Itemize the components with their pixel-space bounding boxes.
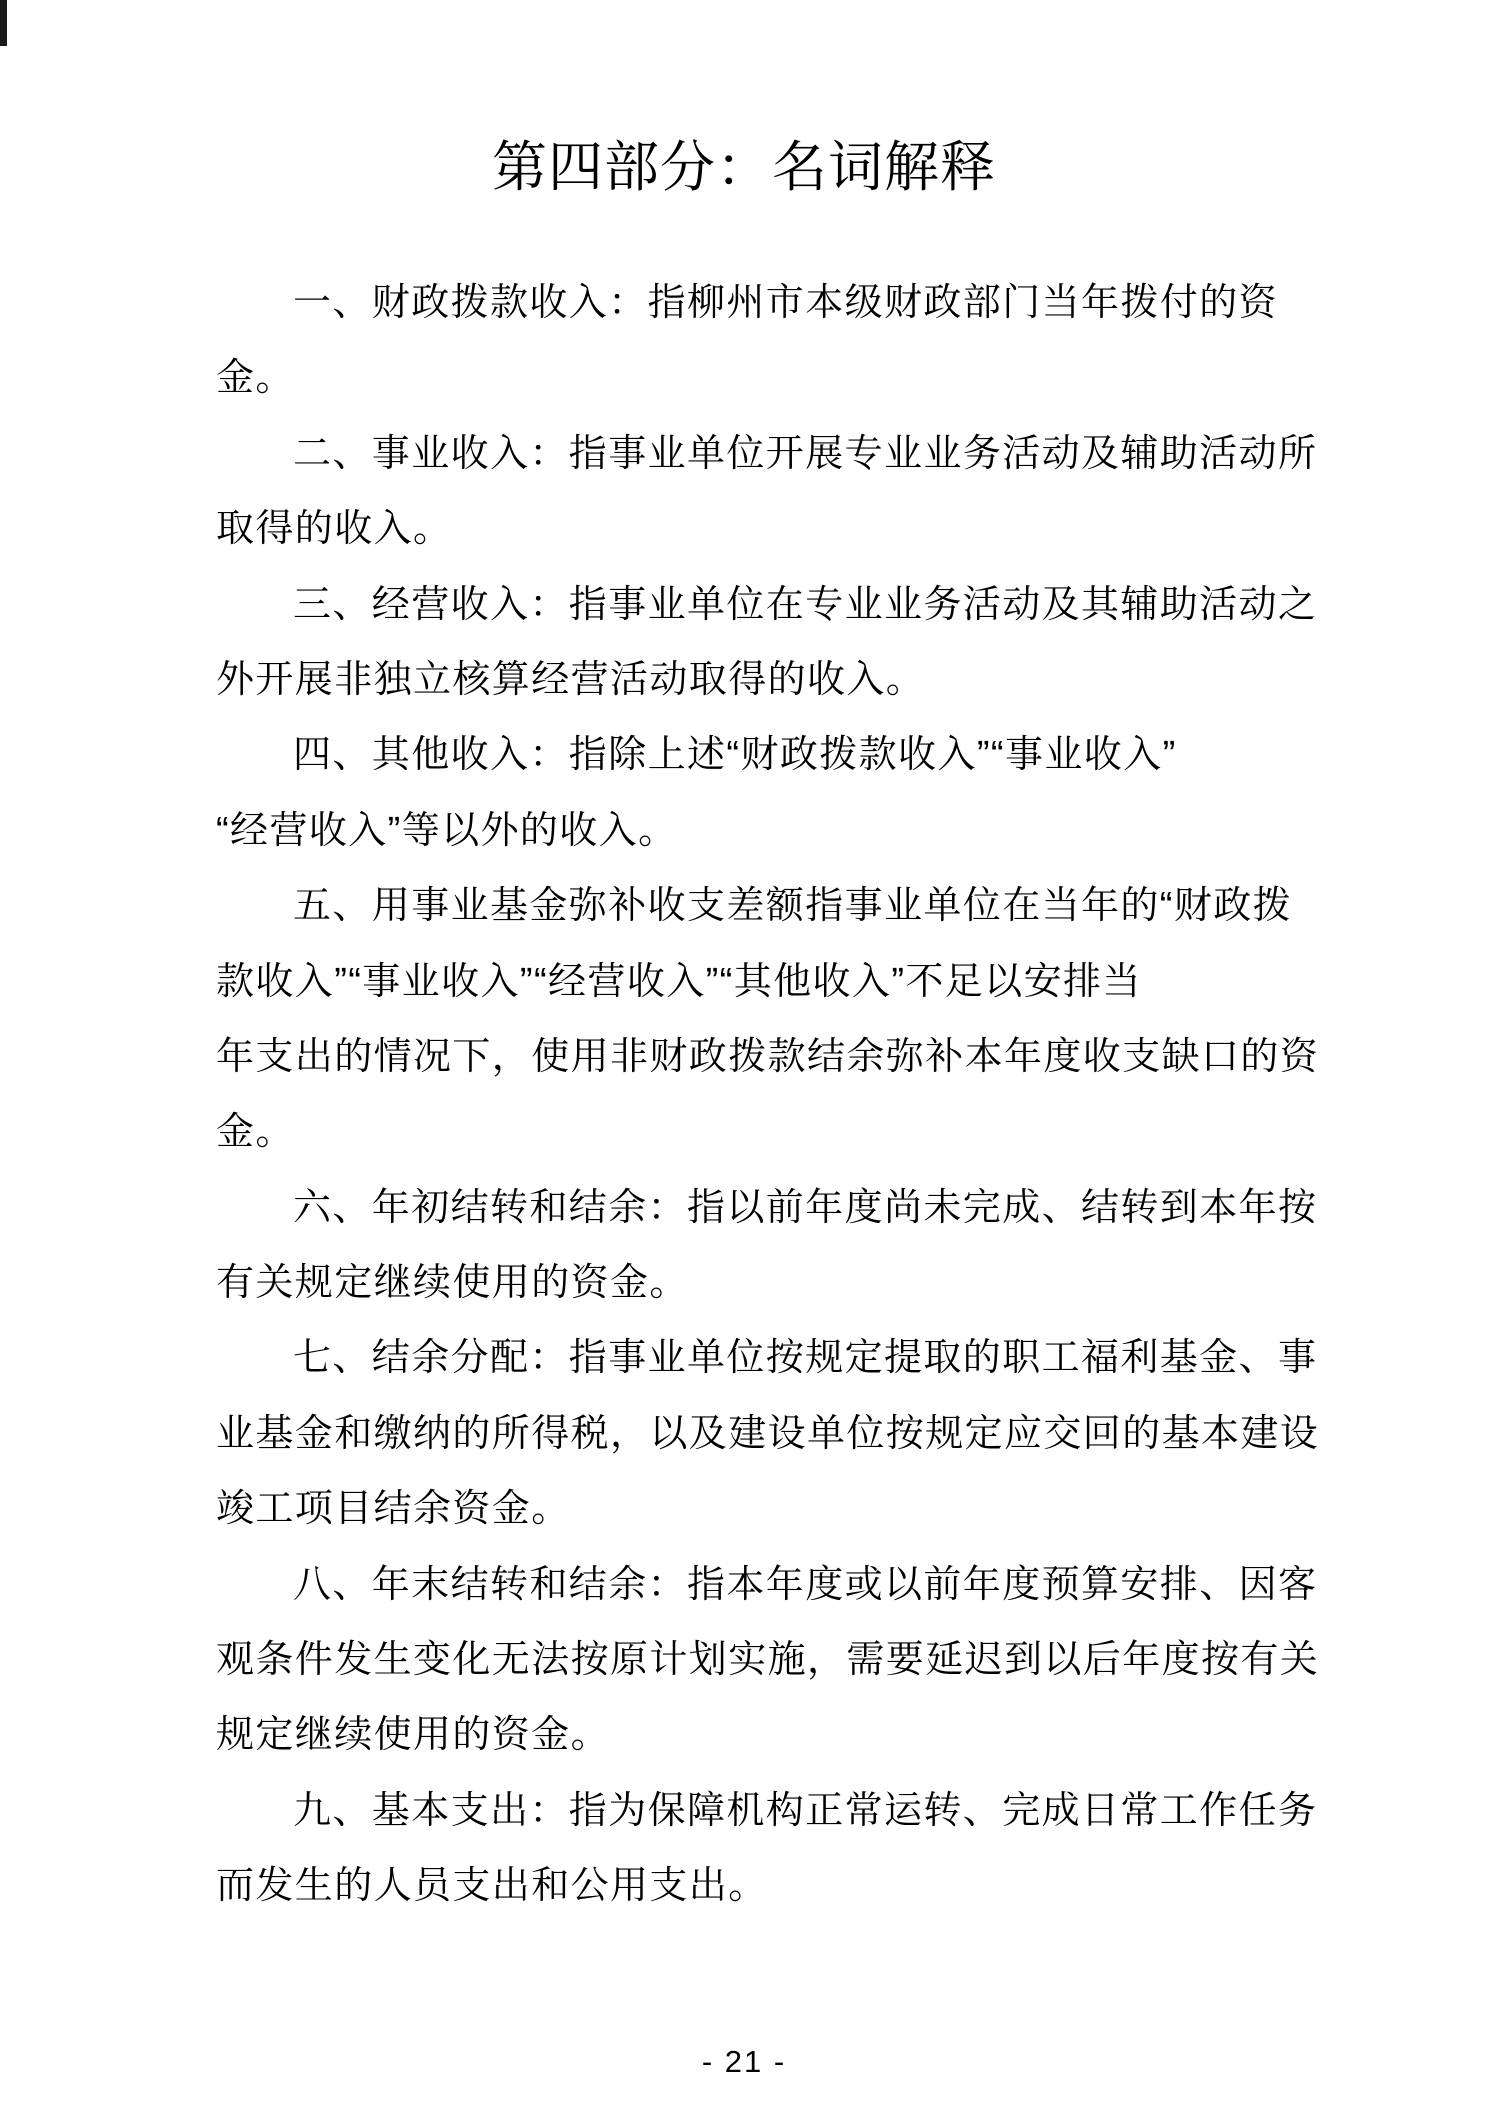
text-line: 年支出的情况下，使用非财政拨款结余弥补本年度收支缺口的资	[216, 1035, 1320, 1078]
text-line: 规定继续使用的资金。	[216, 1714, 611, 1757]
text-line: 而发生的人员支出和公用支出。	[216, 1865, 768, 1908]
paragraph	[216, 869, 1320, 1171]
text-line: 四、其他收入：指除上述“财政拨款收入”“事业收入”	[293, 734, 1177, 777]
text-line: 五、用事业基金弥补收支差额指事业单位在当年的“财政拨	[293, 885, 1293, 928]
text-line: 业基金和缴纳的所得税，以及建设单位按规定应交回的基本建设	[216, 1412, 1320, 1455]
text-line: 九、基本支出：指为保障机构正常运转、完成日常工作任务	[293, 1789, 1318, 1832]
paragraph	[216, 1321, 1320, 1547]
paragraph	[216, 1548, 1320, 1774]
paragraph	[216, 718, 1306, 869]
text-line: 一、财政拨款收入：指柳州市本级财政部门当年拨付的资	[293, 282, 1279, 324]
text-line: 六、年初结转和结余：指以前年度尚未完成、结转到本年按	[293, 1186, 1318, 1229]
text-line: 二、事业收入：指事业单位开展专业业务活动及辅助活动所	[293, 432, 1318, 475]
paragraph	[216, 1171, 1318, 1322]
paragraph	[216, 417, 1318, 568]
text-line: 三、经营收入：指事业单位在专业业务活动及其辅助活动之	[293, 583, 1318, 626]
page-number: - 21 -	[701, 2044, 787, 2079]
text-line: 金。	[216, 357, 295, 400]
scan-artifact	[0, 0, 7, 46]
text-line: “经营收入”等以外的收入。	[216, 809, 678, 852]
text-line: 款收入”“事业收入”“经营收入”“其他收入”不足以安排当	[216, 960, 1142, 1003]
text-line: 外开展非独立核算经营活动取得的收入。	[216, 658, 926, 701]
text-line: 七、结余分配：指事业单位按规定提取的职工福利基金、事	[293, 1337, 1318, 1380]
text-line: 八、年末结转和结余：指本年度或以前年度预算安排、因客	[293, 1563, 1318, 1606]
text-line: 取得的收入。	[216, 508, 453, 551]
paragraph	[216, 1774, 1318, 1925]
text-line: 有关规定继续使用的资金。	[216, 1262, 689, 1305]
document-body	[216, 266, 1320, 1925]
text-line: 竣工项目结余资金。	[216, 1488, 571, 1531]
text-line: 观条件发生变化无法按原计划实施，需要延迟到以后年度按有关	[216, 1639, 1320, 1682]
text-line: 金。	[216, 1111, 295, 1154]
paragraph	[216, 568, 1318, 719]
page-title: 第四部分：名词解释	[491, 136, 996, 198]
paragraph	[216, 266, 1306, 417]
